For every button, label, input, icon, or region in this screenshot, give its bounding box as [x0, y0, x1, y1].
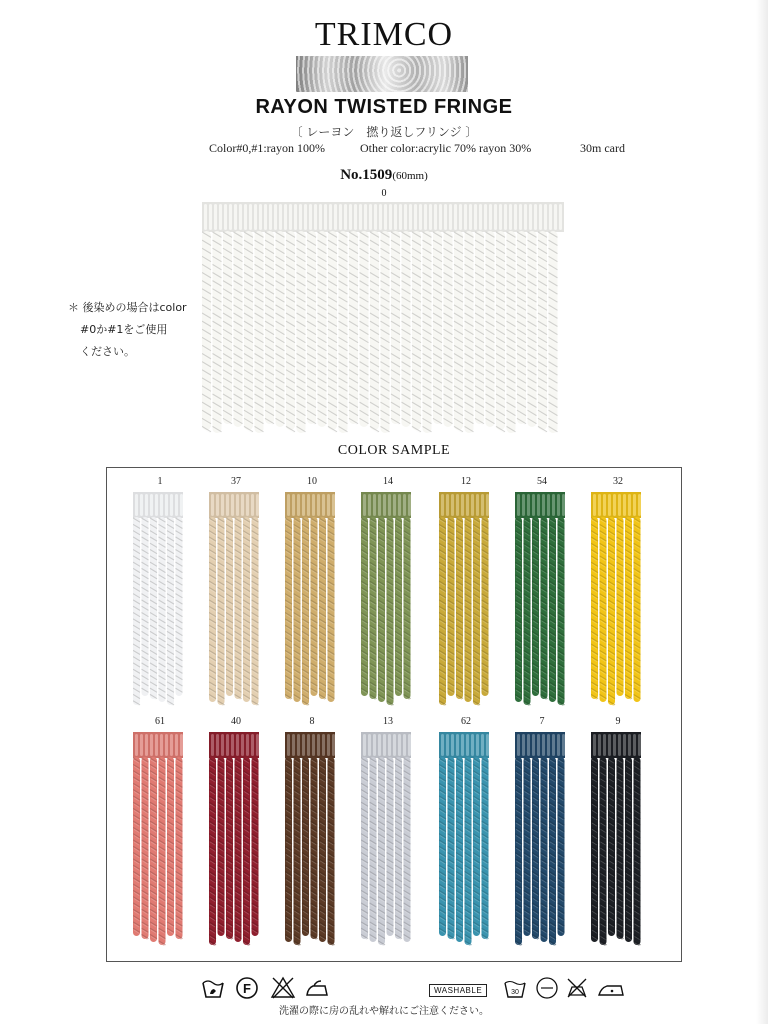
hand-wash-icon — [200, 975, 226, 1001]
swatch-code: 37 — [231, 476, 241, 487]
swatch-fringe — [515, 732, 565, 946]
swatch-fringe — [285, 732, 335, 946]
swatch-code: 62 — [461, 716, 471, 727]
dye-note — [68, 297, 187, 363]
swatch-fringe — [209, 732, 259, 946]
swatch-12 — [439, 476, 493, 706]
swatch-code: 32 — [613, 476, 623, 487]
swatch-code: 14 — [383, 476, 393, 487]
spec-material-base: Color#0,#1:rayon 100% — [209, 141, 325, 155]
swatch-fringe — [133, 492, 183, 706]
spec-material-other: Other color:acrylic 70% rayon 30% — [360, 141, 532, 155]
main-fringe-sample — [202, 202, 564, 434]
swatch-13 — [361, 716, 415, 946]
dye-note-line: #0か#1をご使用 — [80, 323, 168, 336]
swatch-code: 10 — [307, 476, 317, 487]
swatch-code: 61 — [155, 716, 165, 727]
swatch-code: 8 — [309, 716, 315, 727]
swatch-code: 13 — [383, 716, 393, 727]
iron-icon — [596, 975, 626, 1001]
main-sample-label: 0 — [381, 188, 387, 199]
swatch-61 — [133, 716, 187, 946]
swatch-62 — [439, 716, 493, 946]
dye-note-line: ください。 — [80, 345, 135, 358]
svg-text:F: F — [243, 981, 251, 996]
wash-30-icon — [502, 975, 528, 1001]
svg-text:30: 30 — [511, 989, 519, 996]
swatch-fringe — [361, 732, 411, 946]
swatch-40 — [209, 716, 263, 946]
swatch-32 — [591, 476, 645, 706]
product-subtitle-jp: 〔 レーヨン 撚り返しフリンジ 〕 — [290, 125, 478, 139]
brand-logo: TRIMCO — [314, 16, 454, 53]
swatch-code: 9 — [615, 716, 621, 727]
swatch-fringe — [591, 492, 641, 706]
swatch-1 — [133, 476, 187, 706]
swatch-code: 7 — [539, 716, 545, 727]
swatch-fringe — [439, 492, 489, 706]
swatch-9 — [591, 716, 645, 946]
article-number — [0, 166, 768, 184]
swatch-fringe — [515, 492, 565, 706]
article-size: (60mm) — [392, 170, 428, 182]
washable-label: WASHABLE — [429, 984, 487, 997]
swatch-7 — [515, 716, 569, 946]
dry-flat-icon — [534, 975, 560, 1001]
swatch-fringe — [361, 492, 411, 706]
swatch-fringe — [591, 732, 641, 946]
no-bleach-icon — [270, 975, 296, 1001]
color-sample-title: COLOR SAMPLE — [337, 443, 451, 458]
swatch-fringe — [209, 492, 259, 706]
spec-card-length: 30m card — [580, 141, 625, 155]
article-no: No.1509 — [340, 167, 393, 183]
swatch-14 — [361, 476, 415, 706]
banner-image — [296, 56, 468, 92]
swatch-code: 54 — [537, 476, 547, 487]
care-caption: 洗濯の際に房の乱れや解れにご注意ください。 — [279, 1006, 489, 1017]
swatch-fringe — [133, 732, 183, 946]
swatch-fringe — [285, 492, 335, 706]
swatch-8 — [285, 716, 339, 946]
product-title: RAYON TWISTED FRINGE — [255, 96, 513, 118]
care-symbols — [200, 975, 630, 1003]
swatch-code: 12 — [461, 476, 471, 487]
iron-low-icon — [304, 975, 330, 1001]
no-tumble-icon — [564, 975, 590, 1001]
swatch-54 — [515, 476, 569, 706]
swatch-10 — [285, 476, 339, 706]
swatch-code: 40 — [231, 716, 241, 727]
color-sample-frame — [106, 467, 682, 962]
swatch-37 — [209, 476, 263, 706]
swatch-code: 1 — [157, 476, 163, 487]
swatch-fringe — [439, 732, 489, 946]
page-edge — [756, 0, 768, 1024]
dry-clean-f-icon — [234, 975, 260, 1001]
dye-note-line: ＊ 後染めの場合はcolor — [68, 301, 187, 314]
